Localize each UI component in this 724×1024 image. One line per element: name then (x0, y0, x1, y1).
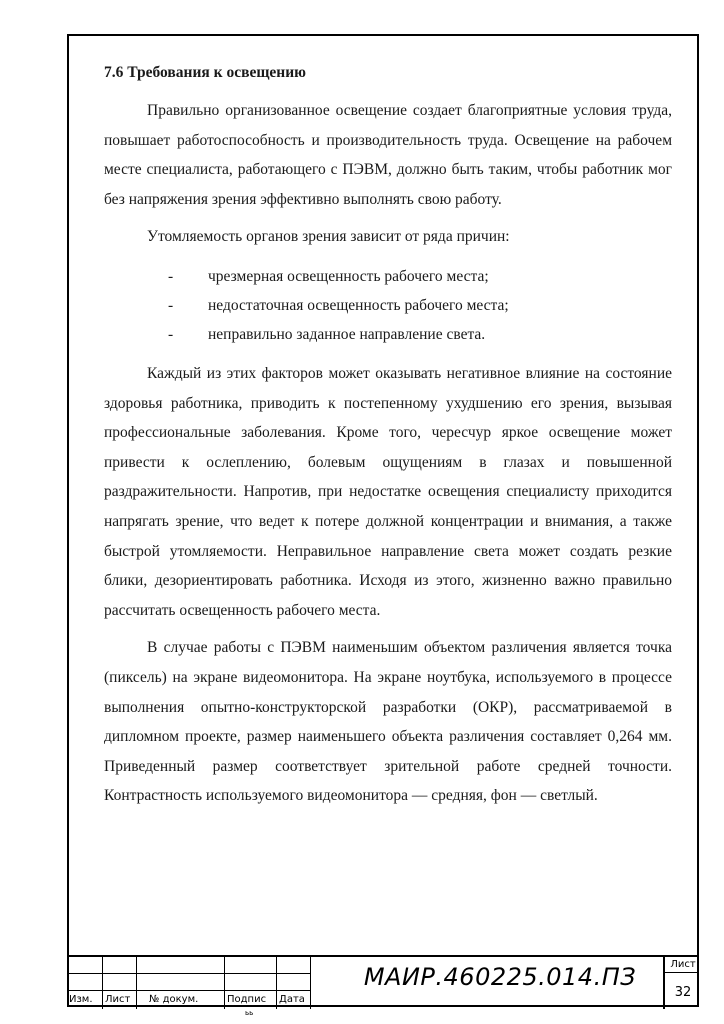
dash-bullet: - (168, 325, 174, 343)
label-list: Лист (105, 994, 131, 1005)
paragraph-effects: Каждый из этих факторов может оказывать негативное влияние на состояние здоровья работника, приводить к постепенному ухудшению его зрения, вызывая профессиональные заболевания. Кроме того, чересчур яркое освещение может привести к ослеплению, болевым ощущениям в глазах и повышенной раздражительности. Напротив, при недостатке освещения специалисту приходится напрягать зрение, что ведет к потере должной концентрации и внимания, а также быстрой утомляемости. Неправильное направление света может создать резкие блики, дезориентировать работника. Исходя из этого, жизненно важно правильно рассчитать освещенность рабочего места. (104, 364, 672, 619)
paragraph-intro: Правильно организованное освещение создает благоприятные условия труда, повышает работоспособность и производительность труда. Освещение на рабочем месте специалиста, работающего с ПЭВМ, должно быть таким, чтобы работник мог без напряжения зрения эффективно выполнять свою работу. (104, 102, 672, 208)
paragraph-causes-lead: Утомляемость органов зрения зависит от ряда причин: (147, 228, 510, 246)
list-item-text: неправильно заданное направление света. (208, 325, 486, 343)
label-doc-number: № докум. (149, 994, 199, 1005)
dash-bullet: - (168, 267, 174, 285)
list-item (104, 320, 672, 349)
list-item (104, 291, 672, 320)
row-line (67, 990, 311, 991)
signature-overflow-text: ьь (245, 1009, 254, 1017)
document-code: МАИР.460225.014.ПЗ (363, 963, 637, 991)
label-signature: Подпис (227, 994, 267, 1005)
list-item-text: чрезмерная освещенность рабочего места; (208, 267, 489, 285)
list-item-text: недостаточная освещенность рабочего места; (208, 296, 509, 314)
paragraph-monitor: В случае работы с ПЭВМ наименьшим объектом различения является точка (пиксель) на экране видеомонитора. На экране ноутбука, используемого в процессе выполнения опытно-конструкторской разработки (ОКР), рассматриваемой в дипломном проекте, размер наименьшего объекта различения составляет 0,264 мм. Приведенный размер соответствует зрительной работе средней точности. Контрастность используемого видеомонитора — средняя, фон — светлый. (104, 639, 672, 805)
sheet-row-line (665, 972, 699, 973)
sheet-label: Лист (670, 959, 696, 970)
label-date: Дата (279, 994, 305, 1005)
row-line (67, 973, 311, 974)
title-block (67, 955, 699, 1009)
dash-bullet: - (168, 296, 174, 314)
section-heading: 7.6 Требования к освещению (104, 64, 307, 81)
title-block-bottom-border (67, 1005, 699, 1007)
label-izm: Изм. (69, 994, 93, 1005)
document-body (104, 62, 672, 819)
list-item (104, 262, 672, 291)
sheet-number: 32 (674, 985, 692, 1000)
causes-list (104, 262, 672, 349)
